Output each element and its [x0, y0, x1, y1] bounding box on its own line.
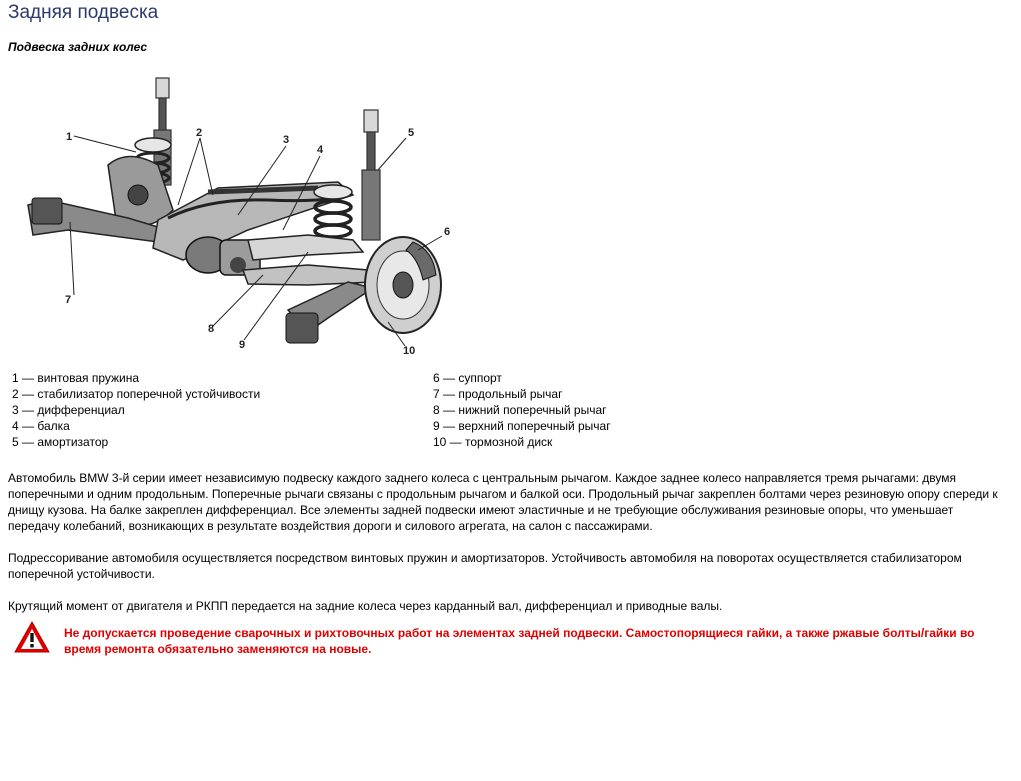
- legend-right: [433, 370, 611, 450]
- paragraph-springing: Подрессоривание автомобиля осуществляется посредством винтовых пружин и амортизаторов. Устойчивость автомобиля на поворотах осуществляется стабилизатором поперечной устойчивости.: [8, 551, 962, 581]
- rear-suspension-illustration: [8, 70, 468, 370]
- callout-7: 7: [65, 294, 72, 306]
- legend-item: 10 — тормозной диск: [433, 435, 553, 449]
- brake-disc: [365, 237, 441, 333]
- warning-triangle-icon: [13, 620, 51, 654]
- legend-item: 3 — дифференциал: [12, 403, 125, 417]
- legend-item: 4 — балка: [12, 419, 70, 433]
- paragraph-torque: Крутящий момент от двигателя и РКПП передается на задние колеса через карданный вал, дифференциал и приводные валы.: [8, 599, 723, 613]
- paragraph-description: Автомобиль BMW 3-й серии имеет независимую подвеску каждого заднего колеса с центральным рычагом. Каждое заднее колесо направляется тремя рычагами: двумя поперечными и одним продольным. Поперечные рычаги связаны с продольным рычагом и балкой оси. Продольный рычаг закреплен болтами через резиновую опору спереди к днищу кузова. На балке закреплен дифференциал. Все элементы задней подвески имеют эластичные и не требующие обслуживания резиновые опоры, что уменьшает передачу колебаний, возникающих в результате воздействия дороги и силового агрегата, на салон с пассажирами.: [8, 471, 998, 533]
- legend-item: 7 — продольный рычаг: [433, 387, 563, 401]
- callout-8: 8: [208, 323, 215, 335]
- legend-item: 1 — винтовая пружина: [12, 371, 140, 385]
- callout-2: 2: [196, 127, 203, 139]
- callout-1: 1: [66, 131, 73, 143]
- legend-item: 8 — нижний поперечный рычаг: [433, 403, 607, 417]
- callout-6: 6: [444, 226, 451, 238]
- page-title: Задняя подвеска: [8, 2, 159, 23]
- legend-item: 2 — стабилизатор поперечной устойчивости: [12, 387, 261, 401]
- warning-text: Не допускается проведение сварочных и рихтовочных работ на элементах задней подвески. Самостопорящиеся гайки, а также ржавые болты/гайки во время ремонта обязательно заменяются на новые.: [64, 626, 975, 656]
- right-shock-absorber: [362, 110, 380, 240]
- callout-9: 9: [239, 339, 246, 351]
- section-subtitle: Подвеска задних колес: [8, 40, 148, 54]
- legend-left: [12, 370, 260, 450]
- callout-4: 4: [317, 144, 324, 156]
- legend-item: 9 — верхний поперечный рычаг: [433, 419, 611, 433]
- callout-10: 10: [403, 345, 416, 357]
- legend-item: 6 — суппорт: [433, 371, 502, 385]
- callout-3: 3: [283, 134, 290, 146]
- legend-item: 5 — амортизатор: [12, 435, 109, 449]
- right-coil-spring: [314, 185, 352, 237]
- callout-5: 5: [408, 127, 415, 139]
